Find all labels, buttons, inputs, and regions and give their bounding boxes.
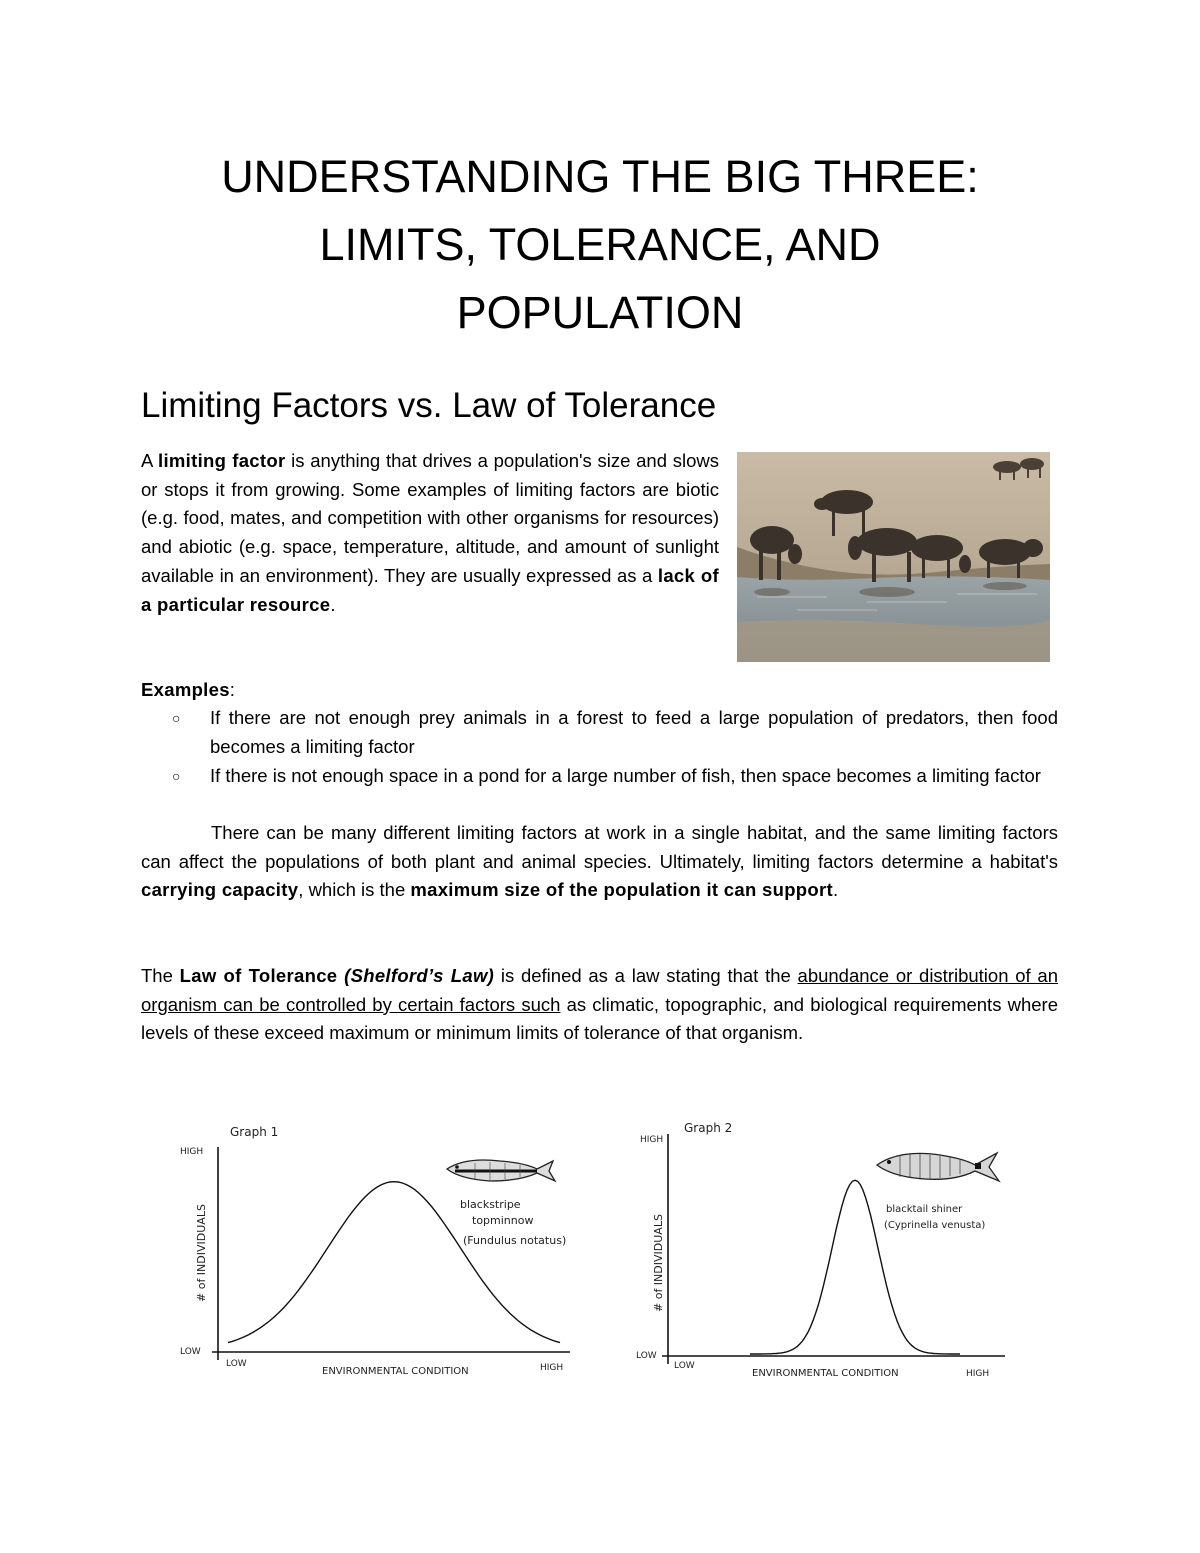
text-run: . — [330, 593, 336, 615]
shiner-fish-drawing — [877, 1153, 999, 1181]
bullet-circle-icon: ○ — [172, 768, 181, 784]
limiting-factor-paragraph — [141, 447, 719, 619]
wildebeest-photo — [737, 452, 1050, 662]
examples-label — [141, 676, 235, 704]
carrying-capacity-paragraph — [141, 819, 1058, 905]
list-item — [172, 762, 1058, 791]
y-low-label: LOW — [636, 1351, 657, 1361]
y-axis-label: # of INDIVIDUALS — [195, 1204, 208, 1302]
y-axis-label: # of INDIVIDUALS — [652, 1214, 665, 1312]
species-latin-name: (Cyprinella venusta) — [884, 1220, 986, 1231]
x-low-label: LOW — [226, 1359, 247, 1369]
x-low-label: LOW — [674, 1361, 695, 1371]
x-axis-label: ENVIRONMENTAL CONDITION — [752, 1368, 899, 1379]
term-maximum-population: maximum size of the population it can support — [410, 879, 833, 901]
law-of-tolerance-paragraph — [141, 962, 1058, 1048]
graph-1 — [160, 1112, 580, 1382]
underlined-definition: abundance or distribution of an organism can be controlled by certain factors such — [141, 965, 1058, 1015]
topminnow-fish-drawing — [447, 1160, 555, 1181]
x-high-label: HIGH — [540, 1363, 564, 1373]
title-line-2: LIMITS, TOLERANCE, AND — [319, 219, 881, 270]
y-low-label: LOW — [180, 1347, 201, 1357]
title-line-1: UNDERSTANDING THE BIG THREE: — [221, 151, 979, 202]
term-limiting-factor: limiting factor — [158, 450, 286, 471]
title-line-3: POPULATION — [456, 287, 744, 338]
species-common-name: blacktail shiner — [886, 1204, 963, 1215]
term-law-of-tolerance: Law of Tolerance — [179, 965, 338, 986]
y-high-label: HIGH — [640, 1135, 664, 1145]
graph-2 — [630, 1112, 1030, 1382]
graph-title: Graph 2 — [684, 1121, 733, 1135]
list-item-text: If there is not enough space in a pond for a large number of fish, then space becomes a limiting factor — [210, 765, 1041, 786]
text-run: There can be many different limiting factors at work in a single habitat, and the same limiting factors can affect the populations of both plant and animal species. Ultimately, limiting factors determine a habitat's — [141, 822, 1058, 872]
bullet-circle-icon: ○ — [172, 710, 181, 726]
text-run: . — [832, 879, 839, 901]
text-run: is defined as a law stating that the — [494, 965, 798, 986]
species-name-line-1: blackstripe — [460, 1198, 521, 1211]
text-run: as climatic, topographic, and biological requirements where levels of these exceed maximum or minimum limits of tolerance of that organism. — [141, 993, 1058, 1044]
y-high-label: HIGH — [180, 1147, 204, 1157]
term-carrying-capacity: carrying capacity — [141, 879, 299, 901]
species-latin-name: (Fundulus notatus) — [463, 1234, 567, 1247]
section-heading: Limiting Factors vs. Law of Tolerance — [141, 386, 717, 425]
text-run: A — [141, 450, 159, 471]
term-shelfords-law: (Shelford’s Law) — [344, 965, 495, 986]
text-run: The — [141, 965, 180, 986]
term-lack-of-resource: lack of a particular resource — [141, 564, 719, 615]
list-item-text: If there are not enough prey animals in a forest to feed a large population of predators, then food becomes a limiting factor — [210, 707, 1058, 757]
examples-colon: : — [229, 679, 235, 700]
x-high-label: HIGH — [966, 1369, 990, 1379]
x-axis-label: ENVIRONMENTAL CONDITION — [322, 1366, 469, 1377]
text-run: , which is the — [298, 879, 411, 901]
examples-heading: Examples — [141, 679, 230, 700]
species-name-line-2: topminnow — [472, 1214, 534, 1227]
list-item — [172, 704, 1058, 761]
page-title — [140, 143, 1060, 347]
text-run: is anything that drives a population's size and slows or stops it from growing. Some examples of limiting factors are biotic (e.g. food, mates, and competition with other organisms for resources) and abiotic (e.g. space, temperature, altitude, and amount of sunlight available in an environment). They are usually expressed as a — [141, 450, 719, 586]
graph-title: Graph 1 — [230, 1125, 279, 1139]
